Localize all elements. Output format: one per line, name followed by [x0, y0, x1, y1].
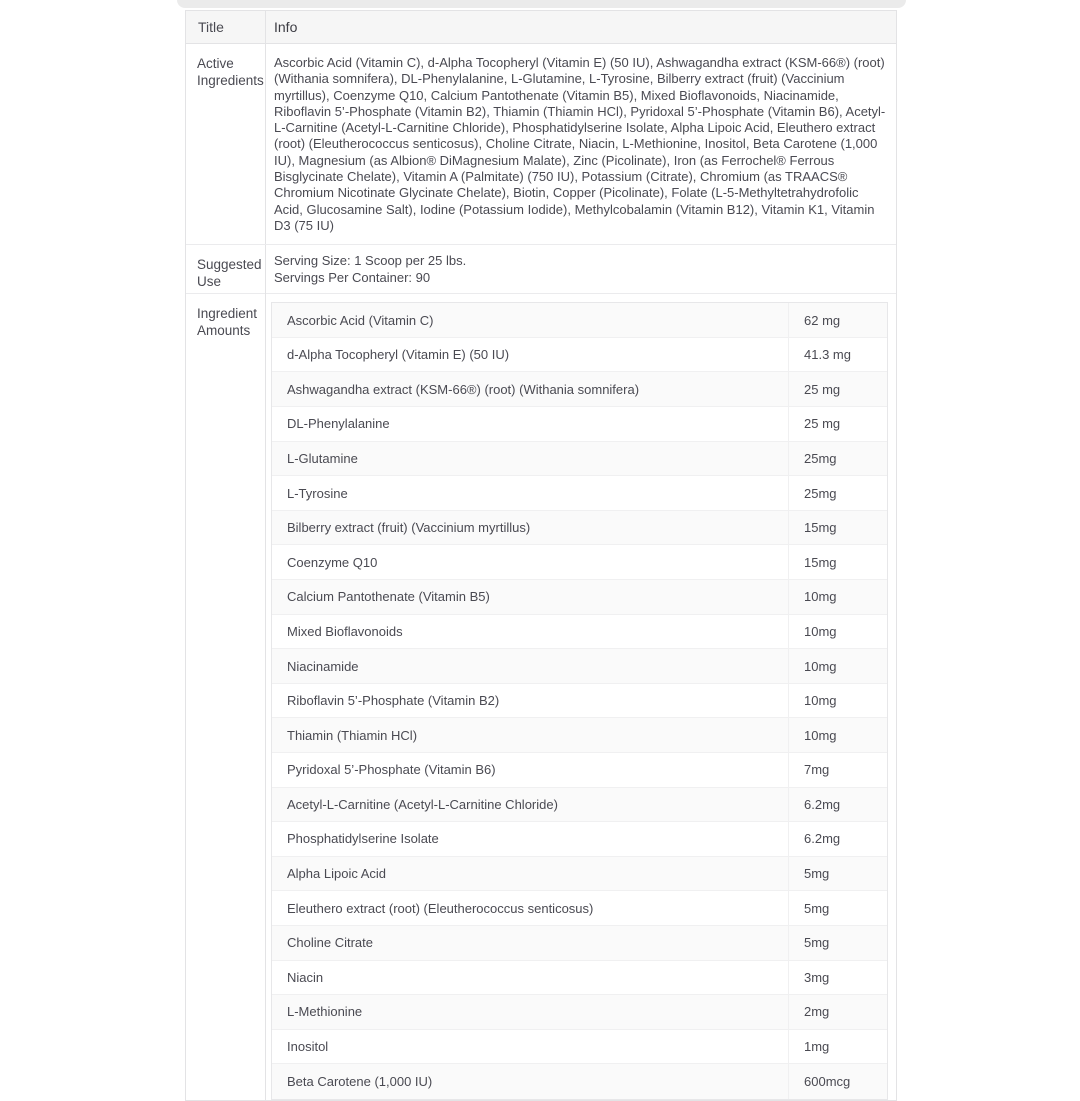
ingredient-name: Mixed Bioflavonoids: [287, 623, 403, 639]
ingredient-row: [272, 372, 887, 407]
ingredient-row: [272, 338, 887, 373]
ingredient-name: Inositol: [287, 1039, 329, 1055]
row-title-ingredient-amounts: Ingredient Amounts: [186, 294, 266, 1100]
suggested-use-text: [266, 245, 896, 298]
ingredient-amount: 25 mg: [788, 372, 887, 406]
ingredient-amount: 25mg: [788, 476, 887, 510]
column-header-info: Info: [274, 19, 298, 35]
ingredient-amount: 7mg: [788, 753, 887, 787]
ingredient-row: [272, 684, 887, 719]
ingredient-name: L-Tyrosine: [287, 485, 348, 501]
ingredient-name: Phosphatidylserine Isolate: [287, 831, 439, 847]
ingredient-amount: 1mg: [788, 1030, 887, 1064]
ingredient-row: [272, 926, 887, 961]
ingredient-amount: 15mg: [788, 545, 887, 579]
ingredient-amount: 10mg: [788, 684, 887, 718]
ingredient-row: [272, 476, 887, 511]
ingredient-name: Alpha Lipoic Acid: [287, 866, 387, 882]
ingredient-name: Coenzyme Q10: [287, 554, 378, 570]
ingredient-row: [272, 407, 887, 442]
ingredient-name: Pyridoxal 5’-Phosphate (Vitamin B6): [287, 762, 496, 778]
ingredient-amount: 5mg: [788, 891, 887, 925]
ingredient-row: [272, 580, 887, 615]
ingredient-amount: 10mg: [788, 718, 887, 752]
ingredient-name: Acetyl-L-Carnitine (Acetyl-L-Carnitine Chloride): [287, 796, 558, 812]
top-bar-remnant: [177, 0, 906, 8]
ingredient-name: Calcium Pantothenate (Vitamin B5): [287, 589, 490, 605]
ingredient-name: Eleuthero extract (root) (Eleutherococcus senticosus): [287, 900, 594, 916]
table-row-ingredient-amounts: [186, 294, 896, 1100]
ingredient-row: [272, 995, 887, 1030]
ingredient-amount: 6.2mg: [788, 822, 887, 856]
ingredient-amount: 10mg: [788, 615, 887, 649]
supplement-info-table: [185, 10, 897, 1101]
ingredient-row: [272, 1030, 887, 1065]
table-header-row: [186, 11, 896, 44]
ingredient-name: Ascorbic Acid (Vitamin C): [287, 312, 434, 328]
ingredient-name: Thiamin (Thiamin HCl): [287, 727, 418, 743]
ingredient-row: [272, 1064, 887, 1099]
ingredient-name: Choline Citrate: [287, 935, 373, 951]
ingredient-row: [272, 545, 887, 580]
ingredient-row: [272, 891, 887, 926]
ingredient-row: [272, 961, 887, 996]
ingredient-row: [272, 615, 887, 650]
ingredient-amount: 5mg: [788, 857, 887, 891]
ingredient-name: Bilberry extract (fruit) (Vaccinium myrtillus): [287, 520, 531, 536]
ingredient-row: [272, 442, 887, 477]
table-row-suggested-use: [186, 245, 896, 294]
ingredient-amount: 2mg: [788, 995, 887, 1029]
ingredient-name: Niacin: [287, 969, 324, 985]
ingredient-row: [272, 857, 887, 892]
ingredient-amount: 10mg: [788, 580, 887, 614]
ingredient-amount: 62 mg: [788, 303, 887, 337]
ingredient-name: Beta Carotene (1,000 IU): [287, 1074, 433, 1090]
ingredient-row: [272, 649, 887, 684]
ingredient-row: [272, 822, 887, 857]
row-title-active-ingredients: Active Ingredients: [186, 44, 266, 244]
serving-size-line: Serving Size: 1 Scoop per 25 lbs.: [274, 253, 467, 269]
ingredient-row: [272, 511, 887, 546]
ingredient-row: [272, 788, 887, 823]
ingredient-amount: 15mg: [788, 511, 887, 545]
ingredient-row: [272, 718, 887, 753]
ingredient-amounts-cell: [266, 294, 896, 1100]
ingredient-row: [272, 303, 887, 338]
ingredient-amount: 25mg: [788, 442, 887, 476]
ingredient-name: DL-Phenylalanine: [287, 416, 390, 432]
ingredient-amount: 600mcg: [788, 1064, 887, 1099]
ingredient-name: Niacinamide: [287, 658, 359, 674]
servings-per-container-line: Servings Per Container: 90: [274, 269, 431, 285]
row-title-suggested-use: Suggested Use: [186, 245, 266, 298]
ingredient-row: [272, 753, 887, 788]
ingredient-name: Riboflavin 5’-Phosphate (Vitamin B2): [287, 693, 500, 709]
ingredient-amount: 25 mg: [788, 407, 887, 441]
ingredient-amount: 5mg: [788, 926, 887, 960]
ingredient-amount: 10mg: [788, 649, 887, 683]
ingredient-name: L-Methionine: [287, 1004, 363, 1020]
ingredient-name: L-Glutamine: [287, 450, 358, 466]
ingredient-name: Ashwagandha extract (KSM-66®) (root) (Withania somnifera): [287, 381, 640, 397]
active-ingredients-text: Ascorbic Acid (Vitamin C), d-Alpha Tocopheryl (Vitamin E) (50 IU), Ashwagandha extract (KSM-66®) (root) (Withania somnifera), DL-Phenylalanine, L-Glutamine, L-Tyrosine, Bilberry extract (fruit) (Vaccinium myrtillus), Coenzyme Q10, Calcium Pantothenate (Vitamin B5), Mixed Bioflavonoids, Niacinamide, Riboflavin 5’-Phosphate (Vitamin B2), Thiamin (Thiamin HCl), Pyridoxal 5’-Phosphate (Vitamin B6), Acetyl-L-Carnitine (Acetyl-L-Carnitine Chloride), Phosphatidylserine Isolate, Alpha Lipoic Acid, Eleuthero extract (root) (Eleutherococcus senticosus), Choline Citrate, Niacin, L-Methionine, Inositol, Beta Carotene (1,000 IU), Magnesium (as Albion® DiMagnesium Malate), Zinc (Picolinate), Iron (as Ferrochel® Ferrous Bisglycinate Chelate), Vitamin A (Palmitate) (750 IU), Potassium (Citrate), Chromium (as TRAACS® Chromium Nicotinate Glycinate Chelate), Biotin, Copper (Picolinate), Folate (L-5-Methyltetrahydrofolic Acid, Glucosamine Salt), Iodine (Potassium Iodide), Methylcobalamin (Vitamin B12), Vitamin K1, Vitamin D3 (75 IU): [274, 55, 886, 233]
ingredient-amount: 41.3 mg: [788, 338, 887, 372]
ingredient-amount: 6.2mg: [788, 788, 887, 822]
ingredient-amounts-table: [271, 302, 888, 1100]
table-row-active-ingredients: [186, 44, 896, 245]
ingredient-amount: 3mg: [788, 961, 887, 995]
ingredient-name: d-Alpha Tocopheryl (Vitamin E) (50 IU): [287, 347, 510, 363]
column-header-title: Title: [186, 11, 266, 43]
